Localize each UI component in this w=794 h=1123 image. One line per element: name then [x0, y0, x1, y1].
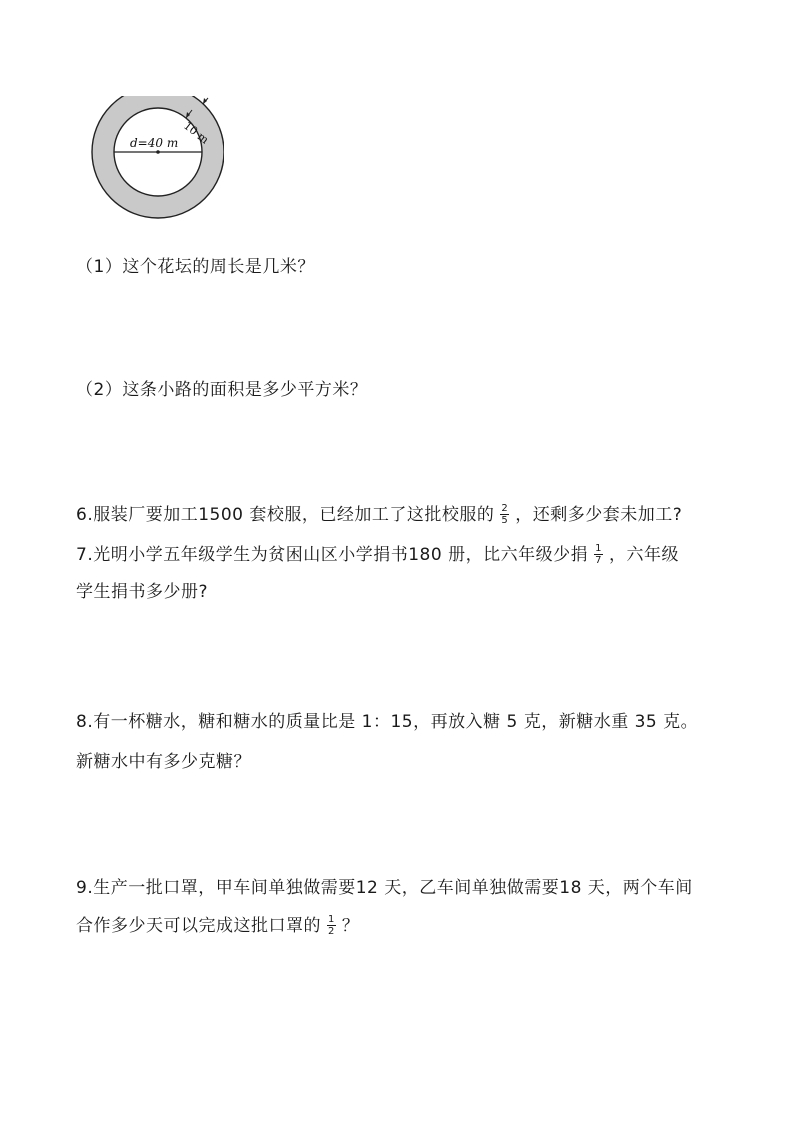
question-8-line-1: 8.有一杯糖水，糖和糖水的质量比是 1：15，再放入糖 5 克，新糖水重 35 克。	[76, 712, 699, 732]
fraction-numerator: 1	[328, 913, 335, 925]
width-label: 10 m	[181, 119, 212, 147]
fraction-numerator: 1	[595, 542, 602, 554]
question-9-line-1: 9.生产一批口罩，甲车间单独做需要12 天，乙车间单独做需要18 天，两个车间	[76, 878, 693, 898]
ring-flowerbed-diagram	[74, 96, 224, 228]
fraction-denominator: 7	[595, 554, 602, 566]
question-6-text-before: 6.服装厂要加工1500 套校服，已经加工了这批校服的	[76, 505, 495, 525]
question-6	[76, 503, 682, 527]
question-9-fraction	[327, 914, 336, 937]
question-7-text-before: 7.光明小学五年级学生为贫困山区小学捐书180 册，比六年级少捐	[76, 545, 589, 565]
question-9-text-after: ？	[341, 916, 360, 936]
fraction-denominator: 2	[328, 925, 335, 937]
diameter-label: d=40 m	[130, 136, 179, 150]
question-8-line-2: 新糖水中有多少克糖？	[76, 752, 251, 772]
question-9-text-before: 合作多少天可以完成这批口罩的	[76, 916, 321, 936]
fraction-denominator: 5	[501, 514, 509, 526]
question-7-text-after: ，六年级	[608, 545, 679, 565]
question-7-fraction	[594, 543, 603, 566]
question-5-part-1: （1）这个花坛的周长是几米？	[76, 257, 315, 277]
question-6-fraction	[500, 503, 509, 526]
question-7-line-1	[76, 543, 679, 567]
question-9-line-2	[76, 914, 359, 938]
ring-diagram-svg	[74, 96, 224, 228]
fraction-numerator: 2	[501, 502, 509, 514]
question-6-text-after: ，还剩多少套未加工?	[515, 505, 683, 525]
center-dot	[156, 150, 160, 154]
question-5-part-2: （2）这条小路的面积是多少平方米？	[76, 380, 368, 400]
question-7-line-2: 学生捐书多少册?	[76, 582, 209, 602]
width-arrow-outer-head	[203, 98, 207, 104]
